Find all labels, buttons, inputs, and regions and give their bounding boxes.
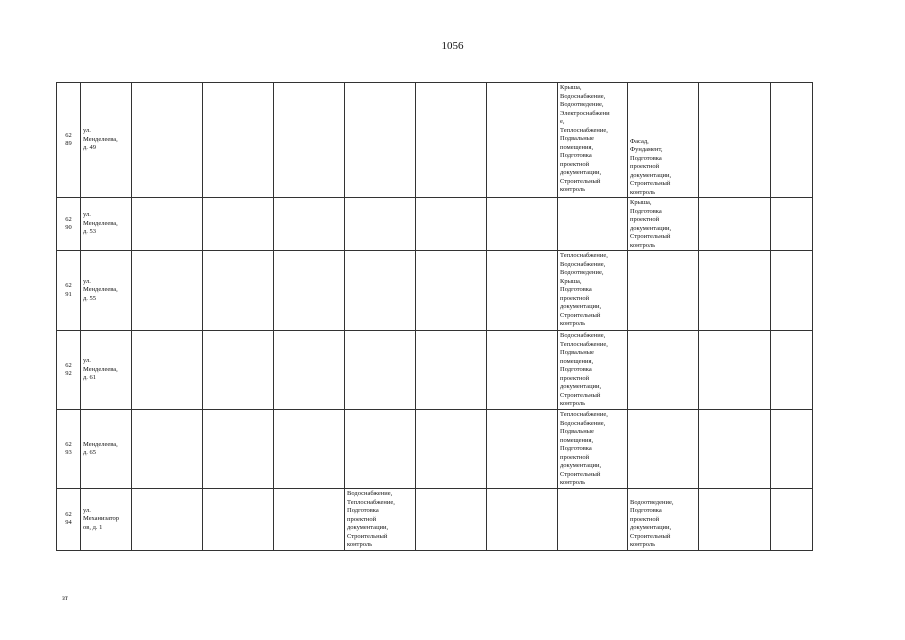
work-type-line: контроль bbox=[560, 320, 586, 327]
empty-cell bbox=[203, 489, 274, 551]
empty-cell bbox=[771, 410, 813, 489]
work-type-line: проектной bbox=[560, 374, 590, 382]
empty-cell bbox=[487, 410, 558, 489]
empty-cell bbox=[345, 410, 416, 489]
address-cell: Менделеева, д. 65 bbox=[81, 410, 132, 489]
empty-cell bbox=[771, 251, 813, 331]
row-number-cell: 62 91 bbox=[57, 251, 81, 331]
empty-cell bbox=[416, 198, 487, 251]
work-types-cell bbox=[558, 198, 628, 251]
work-type-line: Строительный bbox=[630, 532, 671, 540]
empty-cell bbox=[274, 198, 345, 251]
work-type-line: Теплоснабжение, bbox=[560, 126, 608, 134]
row-number-cell: 62 92 bbox=[57, 331, 81, 410]
empty-cell bbox=[274, 410, 345, 489]
work-type-line: Подготовка bbox=[630, 154, 662, 162]
address-cell: ул. Механизатор ов, д. 1 bbox=[81, 489, 132, 551]
work-type-line: проектной bbox=[630, 216, 660, 223]
work-type-line: Подготовка bbox=[630, 507, 662, 514]
work-type-line: Подвальные bbox=[560, 349, 594, 356]
empty-cell bbox=[345, 198, 416, 251]
work-type-line: контроль bbox=[560, 186, 586, 193]
empty-cell bbox=[487, 331, 558, 410]
empty-cell bbox=[203, 251, 274, 331]
work-type-line: контроль bbox=[560, 400, 586, 407]
work-type-line: Подготовка bbox=[630, 207, 662, 215]
table-row bbox=[57, 198, 813, 251]
footer-mark: зт bbox=[62, 594, 68, 602]
work-type-line: Крыша, bbox=[560, 277, 582, 285]
work-types-cell bbox=[558, 251, 628, 331]
empty-cell bbox=[416, 83, 487, 198]
repair-schedule-table bbox=[56, 82, 813, 551]
empty-cell bbox=[416, 410, 487, 489]
work-type-line: Подготовка bbox=[560, 152, 592, 159]
empty-cell bbox=[416, 251, 487, 331]
work-type-line: Строительный bbox=[630, 180, 671, 187]
work-type-line: Строительный bbox=[347, 532, 388, 540]
empty-cell bbox=[274, 83, 345, 198]
work-type-line: Водоотведение, bbox=[560, 269, 604, 276]
work-type-line: Подвальные bbox=[560, 135, 594, 142]
work-type-line: документации, bbox=[560, 462, 602, 469]
work-type-line: документации, bbox=[560, 303, 602, 310]
work-type-line: документации, bbox=[630, 524, 672, 531]
work-type-line: Строительный bbox=[560, 177, 601, 185]
work-type-line: проектной bbox=[560, 160, 590, 168]
work-type-line: контроль bbox=[630, 541, 656, 548]
row-number-cell: 62 89 bbox=[57, 83, 81, 198]
empty-cell bbox=[132, 410, 203, 489]
work-type-line: Подготовка bbox=[560, 286, 592, 293]
work-type-line: Водоснабжение, bbox=[560, 419, 606, 427]
empty-cell bbox=[699, 331, 771, 410]
work-type-line: Фундамент, bbox=[630, 146, 663, 153]
work-type-line: документации, bbox=[630, 224, 672, 232]
empty-cell bbox=[699, 198, 771, 251]
work-type-line: Подготовка bbox=[560, 366, 592, 373]
empty-cell bbox=[771, 198, 813, 251]
empty-cell bbox=[274, 251, 345, 331]
work-type-line: проектной bbox=[560, 453, 590, 461]
work-types-cell bbox=[628, 410, 699, 489]
empty-cell bbox=[203, 410, 274, 489]
empty-cell bbox=[345, 251, 416, 331]
work-type-line: контроль bbox=[347, 541, 373, 548]
work-type-line: Крыша, bbox=[560, 84, 582, 91]
work-type-line: Крыша, bbox=[630, 199, 652, 206]
work-type-line: Строительный bbox=[560, 470, 601, 478]
work-types-cell bbox=[628, 198, 699, 251]
empty-cell bbox=[487, 198, 558, 251]
work-type-line: Электроснабжени bbox=[560, 109, 610, 117]
work-types-cell bbox=[345, 489, 416, 551]
work-type-line: Водоснабжение, bbox=[560, 92, 606, 100]
work-type-line: проектной bbox=[630, 163, 660, 170]
work-types-cell bbox=[628, 83, 699, 198]
table-row bbox=[57, 489, 813, 551]
empty-cell bbox=[345, 83, 416, 198]
table-row bbox=[57, 331, 813, 410]
work-type-line: Теплоснабжение, bbox=[560, 252, 608, 259]
work-type-line: Теплоснабжение, bbox=[560, 411, 608, 418]
work-type-line: помещения, bbox=[560, 436, 594, 444]
work-types-cell bbox=[628, 251, 699, 331]
work-type-line: Водоснабжение, bbox=[347, 490, 393, 497]
work-type-line: Строительный bbox=[630, 233, 671, 240]
work-type-line: контроль bbox=[630, 241, 656, 249]
work-type-line: помещения, bbox=[560, 357, 594, 365]
address-cell: ул. Менделеева, д. 61 bbox=[81, 331, 132, 410]
empty-cell bbox=[132, 83, 203, 198]
work-type-line: Водоснабжение, bbox=[560, 332, 606, 339]
empty-cell bbox=[203, 198, 274, 251]
address-cell: ул. Менделеева, д. 53 bbox=[81, 198, 132, 251]
table-row bbox=[57, 251, 813, 331]
empty-cell bbox=[416, 489, 487, 551]
empty-cell bbox=[274, 331, 345, 410]
empty-cell bbox=[771, 83, 813, 198]
empty-cell bbox=[699, 251, 771, 331]
work-type-line: Водоснабжение, bbox=[560, 260, 606, 268]
work-type-line: документации, bbox=[347, 524, 389, 531]
work-type-line: е, bbox=[560, 118, 565, 125]
address-cell: ул. Менделеева, д. 49 bbox=[81, 83, 132, 198]
work-types-cell bbox=[558, 410, 628, 489]
work-type-line: Теплоснабжение, bbox=[560, 340, 608, 348]
empty-cell bbox=[699, 489, 771, 551]
empty-cell bbox=[203, 331, 274, 410]
empty-cell bbox=[203, 83, 274, 198]
table-row bbox=[57, 410, 813, 489]
work-types-cell bbox=[558, 83, 628, 198]
work-types-cell bbox=[628, 331, 699, 410]
address-cell: ул. Менделеева, д. 55 bbox=[81, 251, 132, 331]
work-type-line: помещения, bbox=[560, 143, 594, 151]
empty-cell bbox=[416, 331, 487, 410]
empty-cell bbox=[771, 489, 813, 551]
work-type-line: контроль bbox=[560, 479, 586, 486]
work-type-line: Подвальные bbox=[560, 428, 594, 435]
work-types-cell bbox=[558, 331, 628, 410]
work-types-cell bbox=[558, 489, 628, 551]
table-row bbox=[57, 83, 813, 198]
work-type-line: документации, bbox=[560, 169, 602, 176]
work-type-line: Теплоснабжение, bbox=[347, 498, 395, 506]
row-number-cell: 62 93 bbox=[57, 410, 81, 489]
row-number-cell: 62 90 bbox=[57, 198, 81, 251]
work-type-line: проектной bbox=[347, 515, 377, 523]
work-type-line: Фасад, bbox=[630, 137, 649, 145]
work-type-line: документации, bbox=[630, 171, 672, 179]
empty-cell bbox=[132, 251, 203, 331]
work-type-line: проектной bbox=[630, 515, 660, 523]
work-type-line: Подготовка bbox=[347, 507, 379, 514]
empty-cell bbox=[132, 489, 203, 551]
page-number: 1056 bbox=[441, 40, 464, 52]
empty-cell bbox=[487, 489, 558, 551]
empty-cell bbox=[132, 198, 203, 251]
work-type-line: Подготовка bbox=[560, 445, 592, 452]
empty-cell bbox=[487, 251, 558, 331]
work-type-line: контроль bbox=[630, 188, 656, 196]
empty-cell bbox=[132, 331, 203, 410]
empty-cell bbox=[771, 331, 813, 410]
empty-cell bbox=[274, 489, 345, 551]
empty-cell bbox=[699, 410, 771, 489]
empty-cell bbox=[699, 83, 771, 198]
work-type-line: Водоотведение, bbox=[560, 101, 604, 108]
empty-cell bbox=[345, 331, 416, 410]
work-type-line: Строительный bbox=[560, 391, 601, 399]
work-type-line: проектной bbox=[560, 294, 590, 302]
empty-cell bbox=[487, 83, 558, 198]
row-number-cell: 62 94 bbox=[57, 489, 81, 551]
work-type-line: Водоотведение, bbox=[630, 498, 674, 506]
work-types-cell bbox=[628, 489, 699, 551]
work-type-line: Строительный bbox=[560, 311, 601, 319]
work-type-line: документации, bbox=[560, 383, 602, 390]
